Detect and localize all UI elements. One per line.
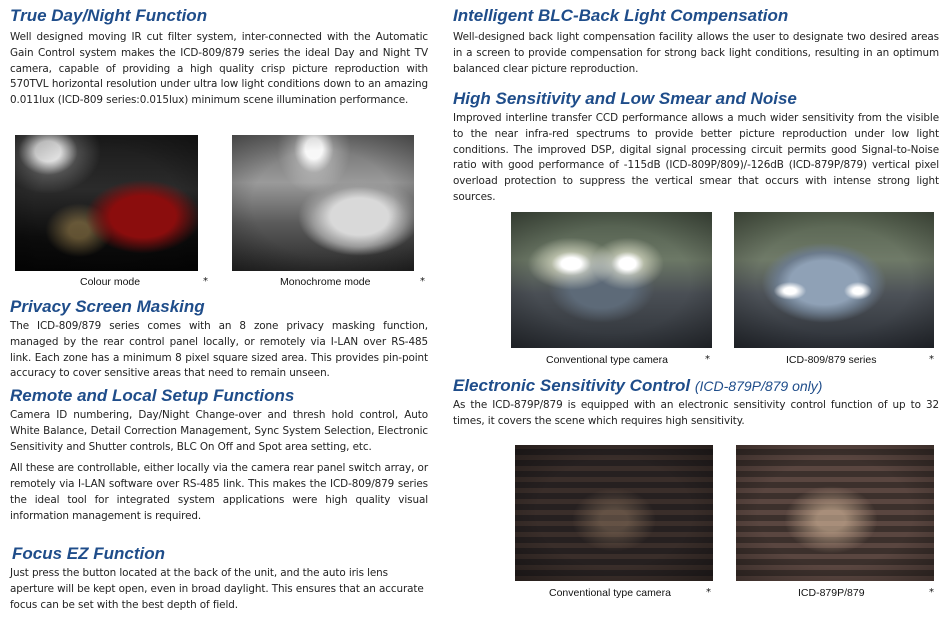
section-esc (453, 376, 939, 430)
monochrome-mode-star: * (420, 276, 425, 287)
privacy-body: The ICD-809/879 series comes with an 8 zone privacy masking function, managed by the rear control panel locally, or remotely via I-LAN over RS-485 link. Each zone has a minimum 8 pixel square sized area. This provides pin-point accuracy to cover sensitive areas that need to remain unseen. (10, 320, 428, 380)
privacy-title: Privacy Screen Masking (10, 297, 205, 316)
section-focus (10, 544, 428, 613)
day-night-title: True Day/Night Function (10, 6, 208, 25)
conventional-camera-road-photo (511, 212, 712, 348)
esc-body: As the ICD-879P/879 is equipped with an electronic sensitivity control function of up to 32 times, it covers the scene which requires high sensitivity. (453, 399, 939, 427)
section-day-night (10, 6, 428, 109)
blc-body: Well-designed back light compensation facility allows the user to designate two desired areas in a screen to provide compensation for strong back light conditions, resulting in an optimum balanced clear picture reproduction. (453, 31, 939, 75)
section-blc (453, 6, 939, 77)
colour-mode-photo (15, 135, 198, 271)
colour-mode-caption: Colour mode (80, 276, 141, 288)
sensitivity-body: Improved interline transfer CCD performance allows a much wider sensitivity from the visible to the near infra-red spectrums to provide better picture reproduction under low light conditions. The improved DSP, digital signal processing circuit permits good Signal-to-Noise ratio with good performance of -115dB (ICD-809P/809)/-126dB (ICD-879P/879) vertical pixel overload protection to suppress the vertical smear that occurs with intense strong light sources. (453, 112, 939, 203)
focus-body: Just press the button located at the back of the unit, and the auto iris lens aperture will be kept open, even in broad daylight. This ensures that an accurate focus can be set with the best depth of field. (10, 567, 424, 611)
conventional-camera-star-1: * (705, 354, 710, 365)
day-night-body: Well designed moving IR cut filter system, inter-connected with the Automatic Gain Control system makes the ICD-809/879 series the ideal Day and Night TV camera, capable of providing a high quality crisp picture reproduction with 570TVL horizontal resolution under ultra low light conditions down to an amazing 0.011lux (ICD-809 series:0.015lux) minimum scene illumination performance. (10, 31, 428, 107)
icd-series-star: * (929, 354, 934, 365)
icd-879-shelves-photo (736, 445, 934, 581)
conventional-camera-shelves-photo (515, 445, 713, 581)
icd-879-star: * (929, 587, 934, 598)
remote-body-2: All these are controllable, either locally via the camera rear panel switch array, or remotely via I-LAN software over RS-485 link. This makes the ICD-809/879 series the ideal tool for integrated system applications were high quality visual information management is required. (10, 462, 428, 522)
icd-series-caption: ICD-809/879 series (786, 354, 877, 366)
esc-title-suffix: (ICD-879P/879 only) (694, 378, 823, 394)
conventional-camera-caption-2: Conventional type camera (549, 587, 671, 599)
icd-series-road-photo (734, 212, 934, 348)
monochrome-mode-photo (232, 135, 414, 271)
sensitivity-title: High Sensitivity and Low Smear and Noise (453, 89, 797, 108)
section-remote (10, 386, 428, 525)
remote-body-1: Camera ID numbering, Day/Night Change-over and thresh hold control, Auto White Balance, Detail Correction Management, Sync System Selection, Electronic Sensitivity and Shutter controls, BLC On Off and Spot area setting, etc. (10, 409, 428, 453)
colour-mode-star: * (203, 276, 208, 287)
remote-title: Remote and Local Setup Functions (10, 386, 295, 405)
conventional-camera-caption-1: Conventional type camera (546, 354, 668, 366)
section-privacy (10, 297, 428, 382)
monochrome-mode-caption: Monochrome mode (280, 276, 371, 288)
esc-title (453, 376, 939, 396)
focus-title: Focus EZ Function (12, 544, 165, 563)
blc-title: Intelligent BLC-Back Light Compensation (453, 6, 789, 25)
conventional-camera-star-2: * (706, 587, 711, 598)
esc-title-main: Electronic Sensitivity Control (453, 376, 691, 395)
icd-879-caption: ICD-879P/879 (798, 587, 865, 599)
section-sensitivity (453, 89, 939, 206)
